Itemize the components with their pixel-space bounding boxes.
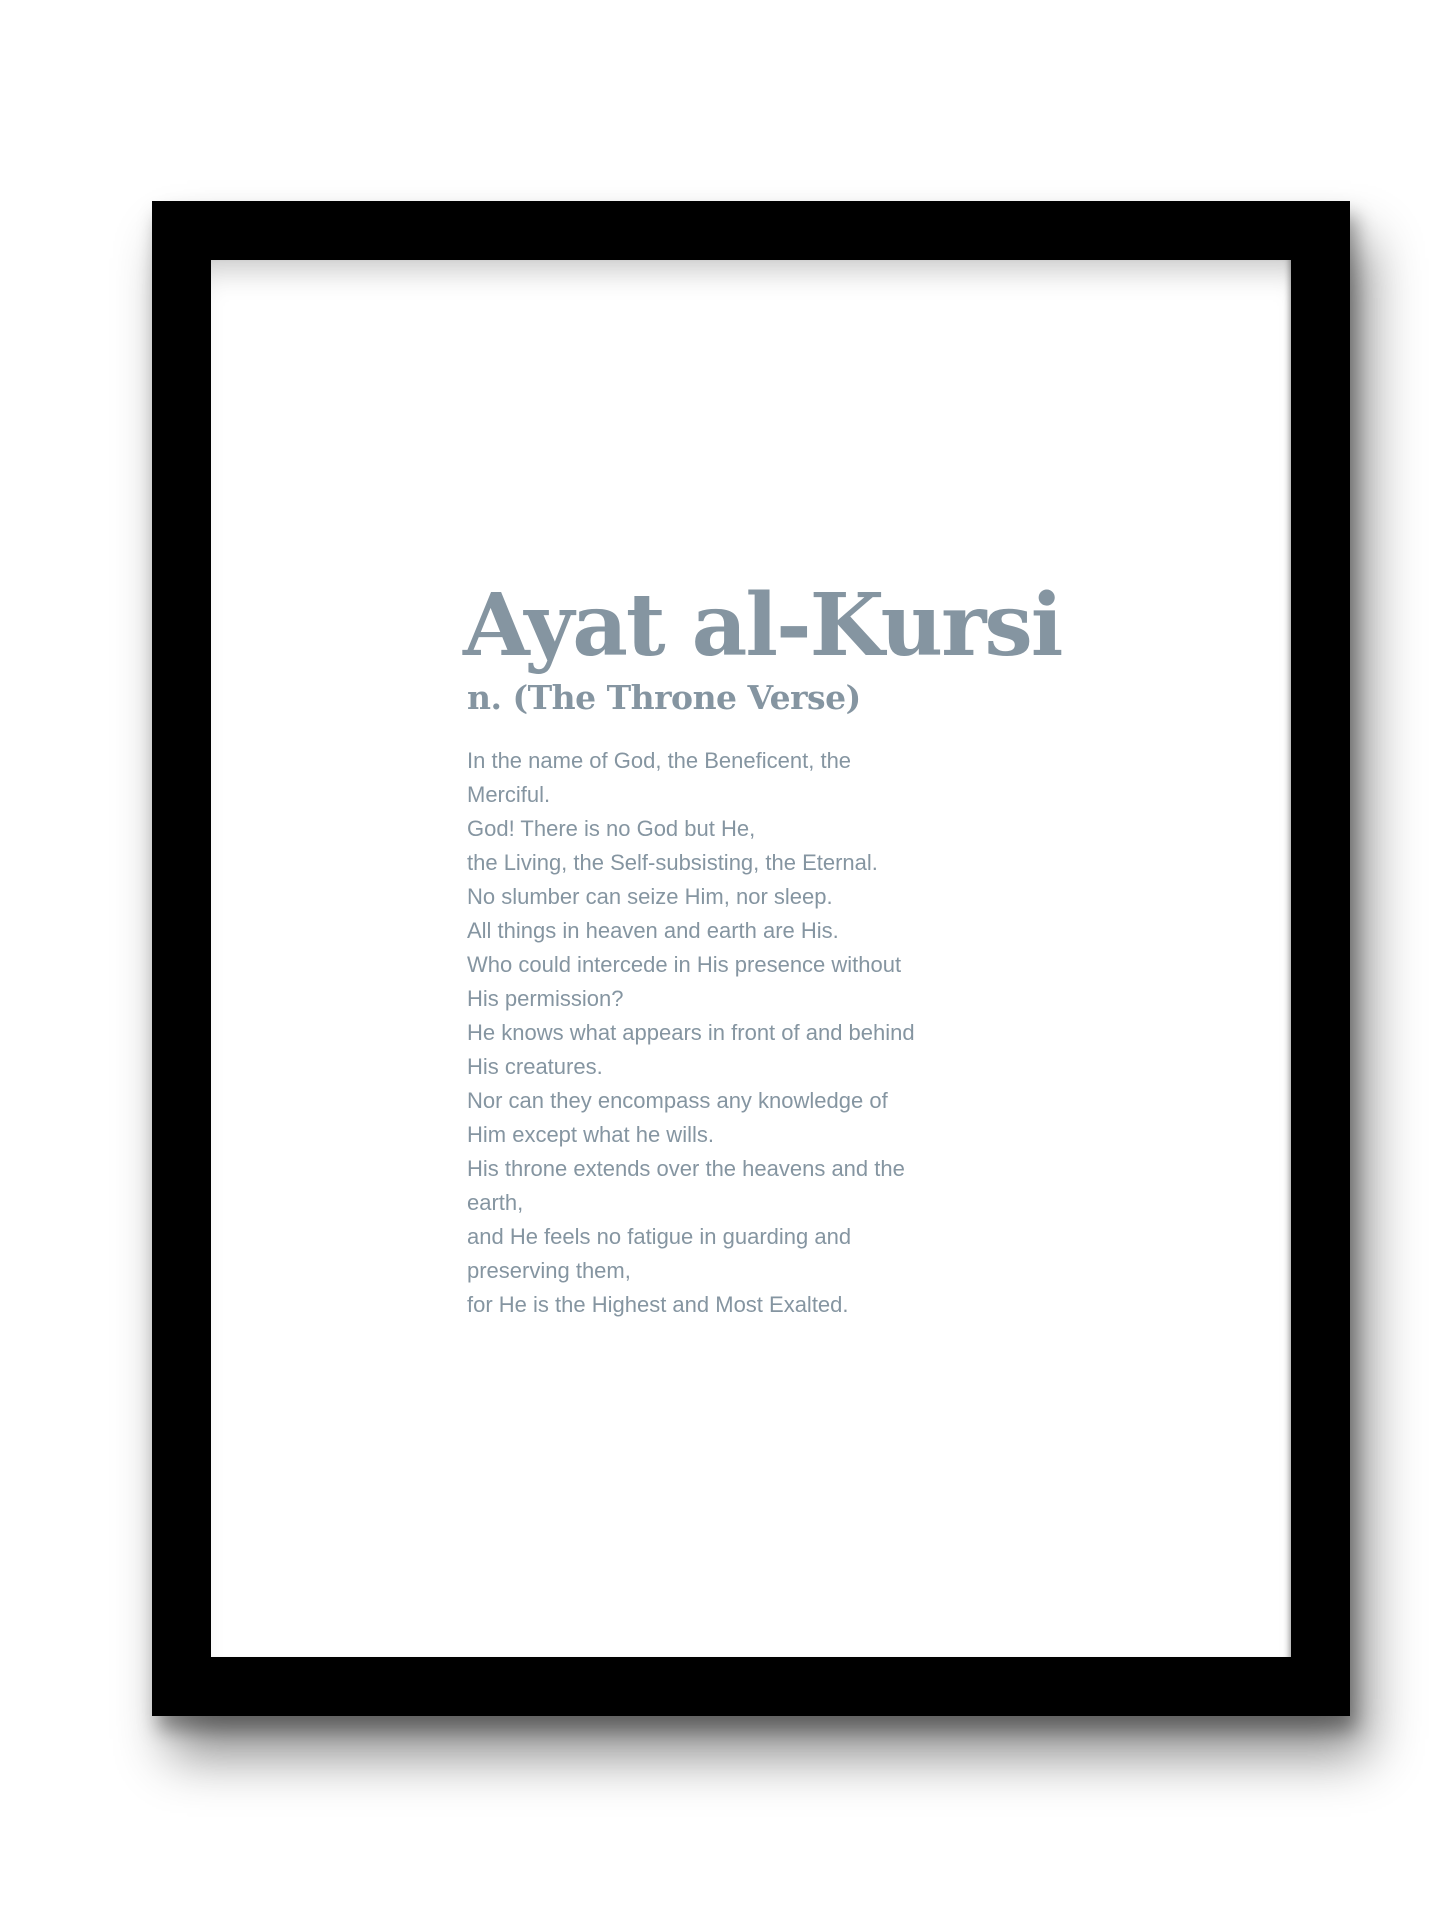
verse-line: His permission? bbox=[467, 986, 624, 1011]
picture-frame bbox=[152, 201, 1350, 1716]
verse-line: for He is the Highest and Most Exalted. bbox=[467, 1292, 849, 1317]
verse-line: Merciful. bbox=[467, 782, 551, 807]
verse-line: His throne extends over the heavens and the bbox=[467, 1156, 905, 1181]
verse-line: Nor can they encompass any knowledge of bbox=[467, 1088, 888, 1113]
verse-line: God! There is no God but He, bbox=[467, 816, 756, 841]
poster-subtitle: n. (The Throne Verse) bbox=[467, 678, 861, 717]
verse-line: In the name of God, the Beneficent, the bbox=[467, 748, 852, 773]
verse-text bbox=[467, 744, 1103, 1322]
verse-line: He knows what appears in front of and behind bbox=[467, 1020, 915, 1045]
verse-line: and He feels no fatigue in guarding and bbox=[467, 1224, 852, 1249]
verse-line: All things in heaven and earth are His. bbox=[467, 918, 839, 943]
poster-mat bbox=[211, 260, 1291, 1657]
verse-line: the Living, the Self-subsisting, the Eternal. bbox=[467, 850, 878, 875]
poster-title: Ayat al-Kursi bbox=[463, 575, 1062, 676]
verse-line: Him except what he wills. bbox=[467, 1122, 714, 1147]
verse-line: preserving them, bbox=[467, 1258, 631, 1283]
verse-line: No slumber can seize Him, nor sleep. bbox=[467, 884, 833, 909]
verse-line: Who could intercede in His presence without bbox=[467, 952, 902, 977]
poster-content bbox=[463, 575, 1103, 1322]
verse-line: His creatures. bbox=[467, 1054, 603, 1079]
verse-line: earth, bbox=[467, 1190, 524, 1215]
